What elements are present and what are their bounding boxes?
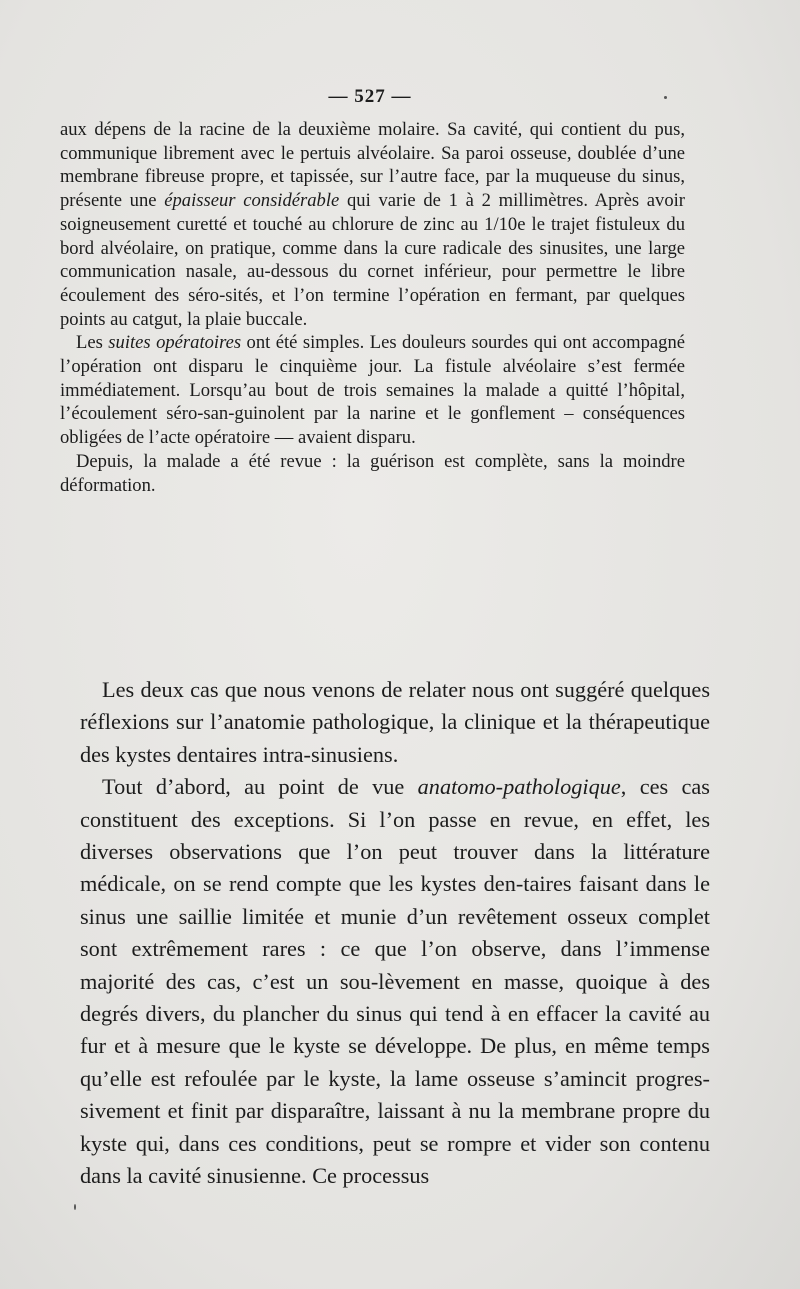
emphasis: épaisseur considérable [164,190,340,212]
text-run: qui varie de 1 à 2 millimètres. Après avoir soigneusement curetté et touché au chlorure de zinc au 1/10e le trajet fistuleux du bord alvéolaire, on pratique, comme dans la cure radicale des sinusites, une large communication nasale, au-dessous du cornet inférieur, pour permettre le libre écoulement des séro-sités, et l’on termine l’opération en fermant, par quelques points au catgut, la plaie buccale. [60,190,685,330]
text-run: , ces cas constituent des exceptions. Si l’on passe en revue, en effet, les diverses observations que l’on peut trouver dans la littérature médicale, on se rend compte que les kystes den-taires faisant dans le sinus une saillie limitée et munie d’un revêtement osseux complet sont extrêmement rares : ce que l’on observe, dans l’immense majorité des cas, c’est un sou-lèvement en masse, quoique à des degrés divers, du plancher du sinus qui tend à en effacer la cavité au fur et à mesure que le kyste se développe. De plus, en même temps qu’elle est refoulée par le kyste, la lame osseuse s’amincit progres-sivement et finit par disparaître, laissant à nu la membrane propre du kyste qui, dans ces conditions, peut se rompre et vider son contenu dans la cavité sinusienne. Ce processus [80,774,710,1189]
paragraph [80,771,710,1192]
paragraph: Les deux cas que nous venons de relater nous ont suggéré quelques réflexions sur l’anatomie pathologique, la clinique et la thérapeutique des kystes dentaires intra-sinusiens. [80,677,710,767]
print-speck [664,96,667,99]
text-run: aux dépens de la racine de la deuxième molaire. Sa cavité, qui contient du pus, communique librement avec le pertuis alvéolaire. Sa paroi osseuse, doublée d’une membrane fibreuse propre, et tapissée, sur l’autre face, par la muqueuse du sinus, présente une [60,119,685,212]
text-run: Les [76,332,109,354]
text-run: Tout d’abord, au point de vue [102,774,418,800]
print-speck [74,1204,76,1210]
emphasis: suites opératoires [108,332,242,354]
observation-text [60,118,685,497]
discussion-text [80,674,710,1193]
emphasis: anatomo-pathologique [417,774,621,800]
page-number: — 527 — [328,86,412,107]
text-run: ont été simples. Les douleurs sourdes qui ont accompagné l’opération ont disparu le cinquième jour. La fistule alvéolaire s’est fermée immédiatement. Lorsqu’au bout de trois semaines la malade a quitté l’hôpital, l’écoulement séro-san-guinolent par la narine et le gonflement – conséquences obligées de l’acte opératoire — avaient disparu. [60,332,685,449]
paragraph: Depuis, la malade a été revue : la guérison est complète, sans la moindre déformation. [60,450,685,496]
paragraph [60,118,685,331]
paragraph [60,331,685,450]
